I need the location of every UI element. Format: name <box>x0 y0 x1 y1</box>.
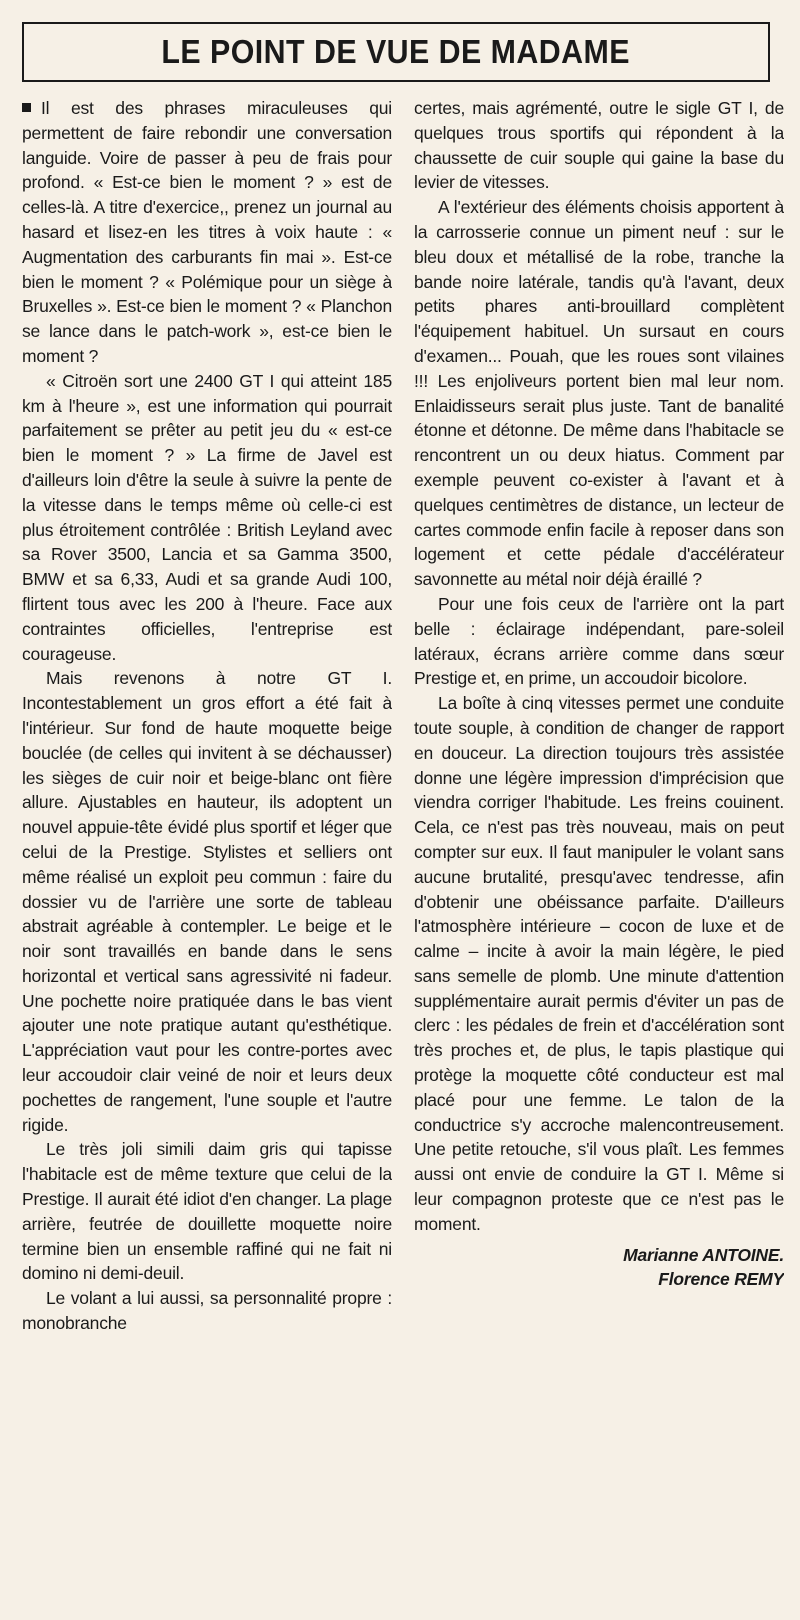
paragraph: Le très joli simili daim gris qui tapisse l'habitacle est de même texture que celui de la Prestige. Il aurait été idiot d'en changer. La plage arrière, feutrée de douillette moquette noire termine bien un ensemble raffiné qui ne fait ni domino ni demi-deuil. <box>22 1139 392 1284</box>
article-columns <box>22 96 784 1596</box>
column-left <box>22 96 392 1586</box>
column-right <box>414 96 784 1586</box>
paragraph: La boîte à cinq vitesses permet une conduite toute souple, à condition de changer de rapport en douceur. La direction toujours très assistée donne une légère impression d'imprécision que viendra corriger l'habitude. Les freins couinent. Cela, ce n'est pas très nouveau, mais on peut compter sur eux. Il faut manipuler le volant sans aucune brutalité, presqu'avec tendresse, afin d'obtenir une obéissance parfaite. D'ailleurs l'atmosphère intérieure – cocon de luxe et de calme – incite à avoir la main légère, le pied sans semelle de plomb. Une minute d'attention supplémentaire aurait permis d'éviter un pas de clerc : les pédales de frein et d'accélération sont très proches et, de plus, le tapis plastique qui protège la moquette côté conducteur est mal placé pour une femme. Le talon de la conductrice s'y accroche malencontreusement. Une petite retouche, s'il vous plaît. Les femmes aussi ont envie de conduire la GT I. Même si leur compagnon proteste que ce n'est pas le moment. <box>414 693 784 1234</box>
article-title: LE POINT DE VUE DE MADAME <box>161 33 631 70</box>
bullet-square-icon <box>22 103 31 112</box>
paragraph: Le volant a lui aussi, sa personnalité propre : monobranche <box>22 1288 392 1334</box>
title-box <box>22 22 770 82</box>
paragraph: « Citroën sort une 2400 GT I qui atteint 185 km à l'heure », est une information qui pourrait parfaitement se prêter au petit jeu du « est-ce bien le moment ? » La firme de Javel est d'ailleurs loin d'être la seule à suivre la pente de la vitesse dans le temps même où celle-ci est plus étroitement contrôlée : British Leyland avec sa Rover 3500, Lancia et sa Gamma 3500, BMW et sa 6,33, Audi et sa grande Audi 100, flirtent tous avec les 200 à l'heure. Face aux contraintes officielles, l'entreprise est courageuse. <box>22 370 392 664</box>
paragraph: A l'extérieur des éléments choisis apportent à la carrosserie connue un piment neuf : sur le bleu doux et métallisé de la robe, tranche la bande noire latérale, tandis qu'à l'avant, deux petits phares anti-brouillard complètent l'équipement habituel. Un sursaut en cours d'examen... Pouah, que les roues sont vilaines !!! Les enjoliveurs portent bien mal leur nom. Enlaidisseurs serait plus juste. Tant de banalité étonne et détonne. De même dans l'habitacle se rencontrent un ou deux hiatus. Comment par exemple peuvent co-exister à l'avant et à quelques centimètres de distance, un lecteur de cartes commode enfin facile à reposer dans son logement et cette pédale d'accélérateur savonnette au métal noir déjà éraillé ? <box>414 197 784 590</box>
author-name: Marianne ANTOINE. <box>623 1244 784 1265</box>
paragraph: certes, mais agrémenté, outre le sigle GT I, de quelques trous sportifs qui répondent à la chaussette de cuir souple qui gaine la base du levier de vitesses. <box>414 98 784 193</box>
paragraph: Pour une fois ceux de l'arrière ont la part belle : éclairage indépendant, pare-soleil latéraux, écrans arrière comme dans sœur Prestige et, en prime, un accoudoir bicolore. <box>414 593 784 689</box>
paragraph: Il est des phrases miraculeuses qui permettent de faire rebondir une conversation languide. Voire de passer à peu de frais pour profond. « Est-ce bien le moment ? » est de celles-là. A titre d'exercice,, prenez un journal au hasard et lisez-en les titres à voix haute : « Augmentation des carburants fin mai ». Est-ce bien le moment ? « Polémique pour un siège à Bruxelles ». Est-ce bien le moment ? « Planchon se lance dans le patch-work », est-ce bien le moment ? <box>22 98 392 366</box>
author-name: Florence REMY <box>658 1269 784 1290</box>
paragraph: Mais revenons à notre GT I. Incontestablement un gros effort a été fait à l'intérieur. Sur fond de haute moquette beige bouclée (de celles qui invitent à se déchausser) les sièges de cuir noir et beige-blanc ont fière allure. Ajustables en hauteur, ils adoptent un nouvel appuie-tête évidé plus sportif et léger que celui de la Prestige. Stylistes et selliers ont même réalisé un exploit peu commun : faire du dossier vu de l'arrière une sorte de tableau abstrait agréable à contempler. Le beige et le noir sont travaillés en bande dans le sens horizontal et vertical sans agressivité ni fadeur. Une pochette noire pratiquée dans le bas vient ajouter une note pratique autant qu'esthétique. L'appréciation vaut pour les contre-portes avec leur accoudoir clair veiné de noir et leurs deux pochettes de rangement, l'une souple et l'autre rigide. <box>22 668 392 1135</box>
author-signature <box>414 1243 784 1293</box>
